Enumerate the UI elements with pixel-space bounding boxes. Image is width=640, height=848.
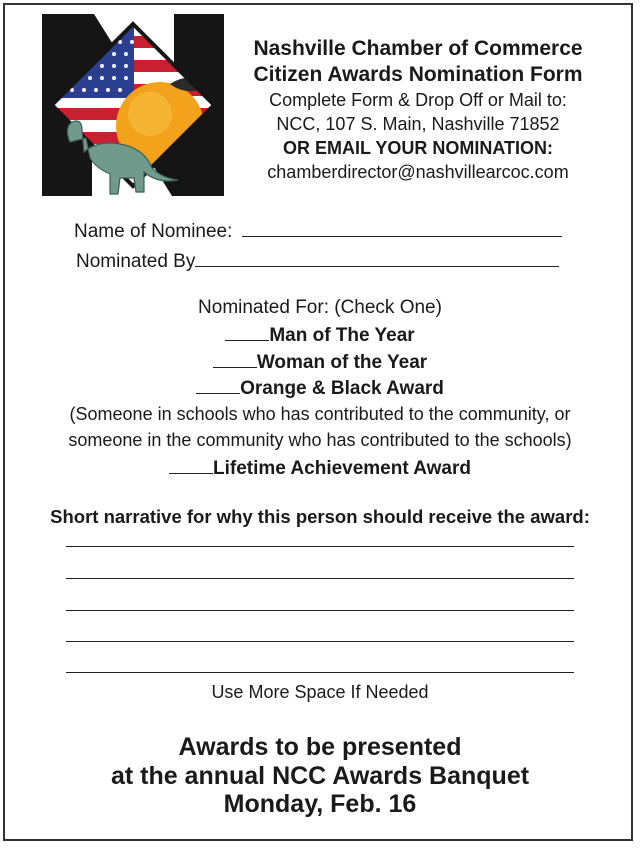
nominated-by-field bbox=[76, 248, 559, 273]
footer-line-1: Awards to be presented bbox=[178, 733, 462, 761]
option-label: Man of The Year bbox=[269, 325, 415, 346]
chamber-logo bbox=[42, 14, 224, 196]
option-orange-black-award bbox=[0, 377, 640, 400]
option-label: Orange & Black Award bbox=[240, 378, 444, 399]
orange-black-note-2: someone in the community who has contributed to the schools) bbox=[68, 430, 572, 450]
checkbox-blank[interactable] bbox=[196, 377, 240, 394]
org-title: Nashville Chamber of Commerce bbox=[253, 37, 583, 60]
nominee-input-line[interactable] bbox=[242, 218, 562, 237]
narrative-prompt: Short narrative for why this person should receive the award: bbox=[50, 506, 590, 527]
more-space-note: Use More Space If Needed bbox=[211, 682, 429, 702]
nominee-field bbox=[74, 218, 562, 243]
narrative-line[interactable] bbox=[66, 672, 574, 673]
nominee-label: Name of Nominee: bbox=[74, 221, 233, 242]
narrative-line[interactable] bbox=[66, 578, 574, 579]
narrative-line[interactable] bbox=[66, 641, 574, 642]
nominated-by-input-line[interactable] bbox=[195, 248, 559, 267]
checkbox-blank[interactable] bbox=[169, 457, 213, 474]
checkbox-blank[interactable] bbox=[225, 324, 269, 341]
nominated-for-heading: Nominated For: (Check One) bbox=[198, 297, 442, 318]
option-lifetime-achievement bbox=[0, 457, 640, 480]
form-title: Citizen Awards Nomination Form bbox=[253, 63, 583, 86]
option-label: Lifetime Achievement Award bbox=[213, 458, 471, 479]
footer-line-2: at the annual NCC Awards Banquet bbox=[110, 762, 530, 790]
nominated-by-label: Nominated By bbox=[76, 251, 196, 272]
email-address: chamberdirector@nashvillearcoc.com bbox=[267, 162, 569, 182]
checkbox-blank[interactable] bbox=[213, 351, 257, 368]
option-label: Woman of the Year bbox=[256, 352, 428, 373]
footer-date: Monday, Feb. 16 bbox=[223, 790, 417, 818]
instruction-text: Complete Form & Drop Off or Mail to: bbox=[269, 90, 567, 110]
option-man-of-the-year bbox=[0, 324, 640, 347]
narrative-line[interactable] bbox=[66, 546, 574, 547]
mailing-address: NCC, 107 S. Main, Nashville 71852 bbox=[276, 114, 560, 134]
email-callout: OR EMAIL YOUR NOMINATION: bbox=[283, 138, 553, 158]
orange-black-note-1: (Someone in schools who has contributed to the community, or bbox=[69, 404, 571, 424]
form-header bbox=[232, 36, 604, 184]
option-woman-of-the-year bbox=[0, 351, 640, 374]
narrative-line[interactable] bbox=[66, 610, 574, 611]
